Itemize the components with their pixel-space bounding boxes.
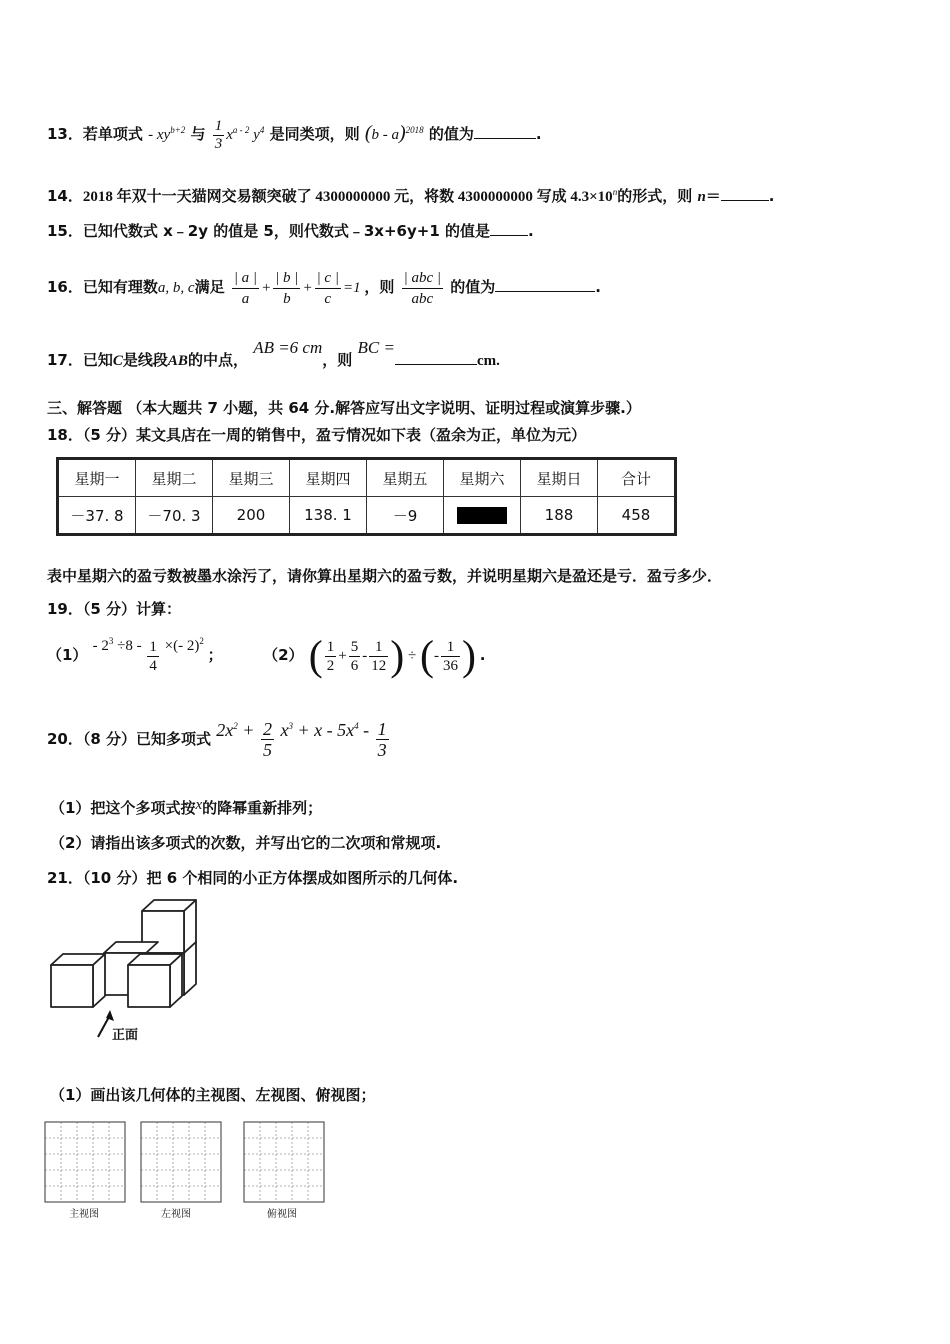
- left-view-label: 左视图: [161, 1209, 191, 1220]
- question-13: 13．若单项式 - $xy^{b+2}$ 与 $\frac{1}{3}$ $x^{a - 2}$ $y^4$ 是同类项，则 (b - a)$^{2018}$ 的值为 .: [47, 118, 542, 153]
- table-cell: －37. 8: [58, 497, 136, 535]
- table-cell: －70. 3: [136, 497, 213, 535]
- table-cell: 138. 1: [290, 497, 367, 535]
- question-19-parts: $(1) - 2^3 \div 8$ - $\frac{1}{4}$ ×(- 2)$^2$ ； （2） ( $\frac{1}{2}$ + $\frac{5}{6}$ - $\frac{1}{12}$ ) ÷ (- $\frac{1}{36}$ ) .: [47, 633, 486, 680]
- table-header-cell: 星期二: [136, 459, 213, 497]
- table-header-cell: 星期三: [213, 459, 290, 497]
- table-cell: 458: [598, 497, 676, 535]
- monomial-1: - $xy^{b+2}$: [148, 125, 186, 143]
- table-header-cell: 合计: [598, 459, 676, 497]
- question-19: 19．（5 分）计算：: [47, 600, 182, 618]
- front-label: 正面: [112, 1028, 139, 1043]
- table-header-row: [58, 459, 676, 497]
- ink-blot-cell: [444, 497, 521, 535]
- front-view-grid[interactable]: [44, 1121, 126, 1203]
- left-view-grid[interactable]: [140, 1121, 222, 1203]
- answer-blank[interactable]: [490, 235, 528, 236]
- table-header-cell: 星期五: [367, 459, 444, 497]
- question-21-part-1: （1）画出该几何体的主视图、左视图、俯视图；: [50, 1086, 376, 1104]
- question-20: 20．（8 分）已知多项式 $2x^2$ + $\frac{2}{5}$ $x^3 + x - 5x^4$ - $\frac{1}{3}$: [47, 712, 391, 766]
- condition-equation: $\frac{| a |}{a}$ + $\frac{| b |}{b}$ + $\frac{| c |}{c}$ =1: [233, 270, 361, 308]
- top-view-label: 俯视图: [267, 1209, 297, 1220]
- question-15: 15．已知代数式 x﹣2y 的值是 5，则代数式﹣3x+6y+1 的值是 .: [47, 222, 534, 240]
- table-header-cell: 星期六: [444, 459, 521, 497]
- monomial-2: $\frac{1}{3}$ $x^{a - 2}$ $y^4$: [214, 118, 265, 153]
- answer-blank[interactable]: [474, 138, 536, 139]
- table-cell: 188: [521, 497, 598, 535]
- sales-table: [56, 457, 677, 536]
- ink-blot: [457, 507, 507, 524]
- expression-b-minus-a: (b - a)$^{2018}$: [364, 122, 424, 144]
- answer-blank[interactable]: [495, 291, 595, 292]
- question-16: 16．已知有理数a, b, c满足 $\frac{| a |}{a}$ + $\frac{| b |}{b}$ + $\frac{| c |}{c}$ =1 ，则 $\frac{\text{| abc |}}{\text{abc}}$ 的值为 .: [47, 270, 601, 308]
- question-20-part-1: （1）把这个多项式按x的降幂重新排列；: [50, 797, 323, 817]
- section-3-title: 三、解答题 （本大题共 7 小题，共 64 分.解答应写出文字说明、证明过程或演算步骤.）: [47, 399, 641, 417]
- question-21: 21．（10 分）把 6 个相同的小正方体摆成如图所示的几何体.: [47, 869, 459, 887]
- table-header-cell: 星期四: [290, 459, 367, 497]
- abc-fraction: $\frac{\text{| abc |}}{\text{abc}}$: [403, 270, 441, 308]
- question-14: 14．2018 年双十一天猫网交易额突破了 4300000000 元，将数 4300000000 写成 $4.3\times 10^n$的形式，则 n＝ .: [47, 187, 775, 205]
- question-18-prompt: 表中星期六的盈亏数被墨水涂污了，请你算出星期六的盈亏数，并说明星期六是盈还是亏．盈亏多少．: [47, 567, 723, 585]
- polynomial: $2x^2$ + $\frac{2}{5}$ $x^3 + x - 5x^4$ - $\frac{1}{3}$: [216, 719, 387, 761]
- front-view-label: 主视图: [69, 1209, 99, 1220]
- table-header-cell: 星期日: [521, 459, 598, 497]
- question-17: 17．已知C是线段AB的中点， AB =6 cm，则 BC =cm.: [47, 338, 500, 369]
- question-13-number: 13．: [47, 125, 83, 143]
- expression-1: - $2^3 \div 8$ - $\frac{1}{4}$ ×(- 2)$^2$: [92, 636, 204, 675]
- table-row: [58, 497, 676, 535]
- question-18: 18．（5 分）某文具店在一周的销售中，盈亏情况如下表（盈余为正，单位为元）: [47, 426, 587, 444]
- table-cell: －9: [367, 497, 444, 535]
- top-view-grid[interactable]: [243, 1121, 325, 1203]
- question-20-part-2: （2）请指出该多项式的次数，并写出它的二次项和常规项.: [50, 834, 442, 852]
- answer-blank[interactable]: [721, 200, 769, 201]
- table-header-cell: 星期一: [58, 459, 136, 497]
- expression-2: ( $\frac{1}{2}$ + $\frac{5}{6}$ - $\frac{1}{12}$ ) ÷ (- $\frac{1}{36}$ ): [308, 633, 476, 680]
- answer-blank[interactable]: [395, 364, 477, 365]
- table-cell: 200: [213, 497, 290, 535]
